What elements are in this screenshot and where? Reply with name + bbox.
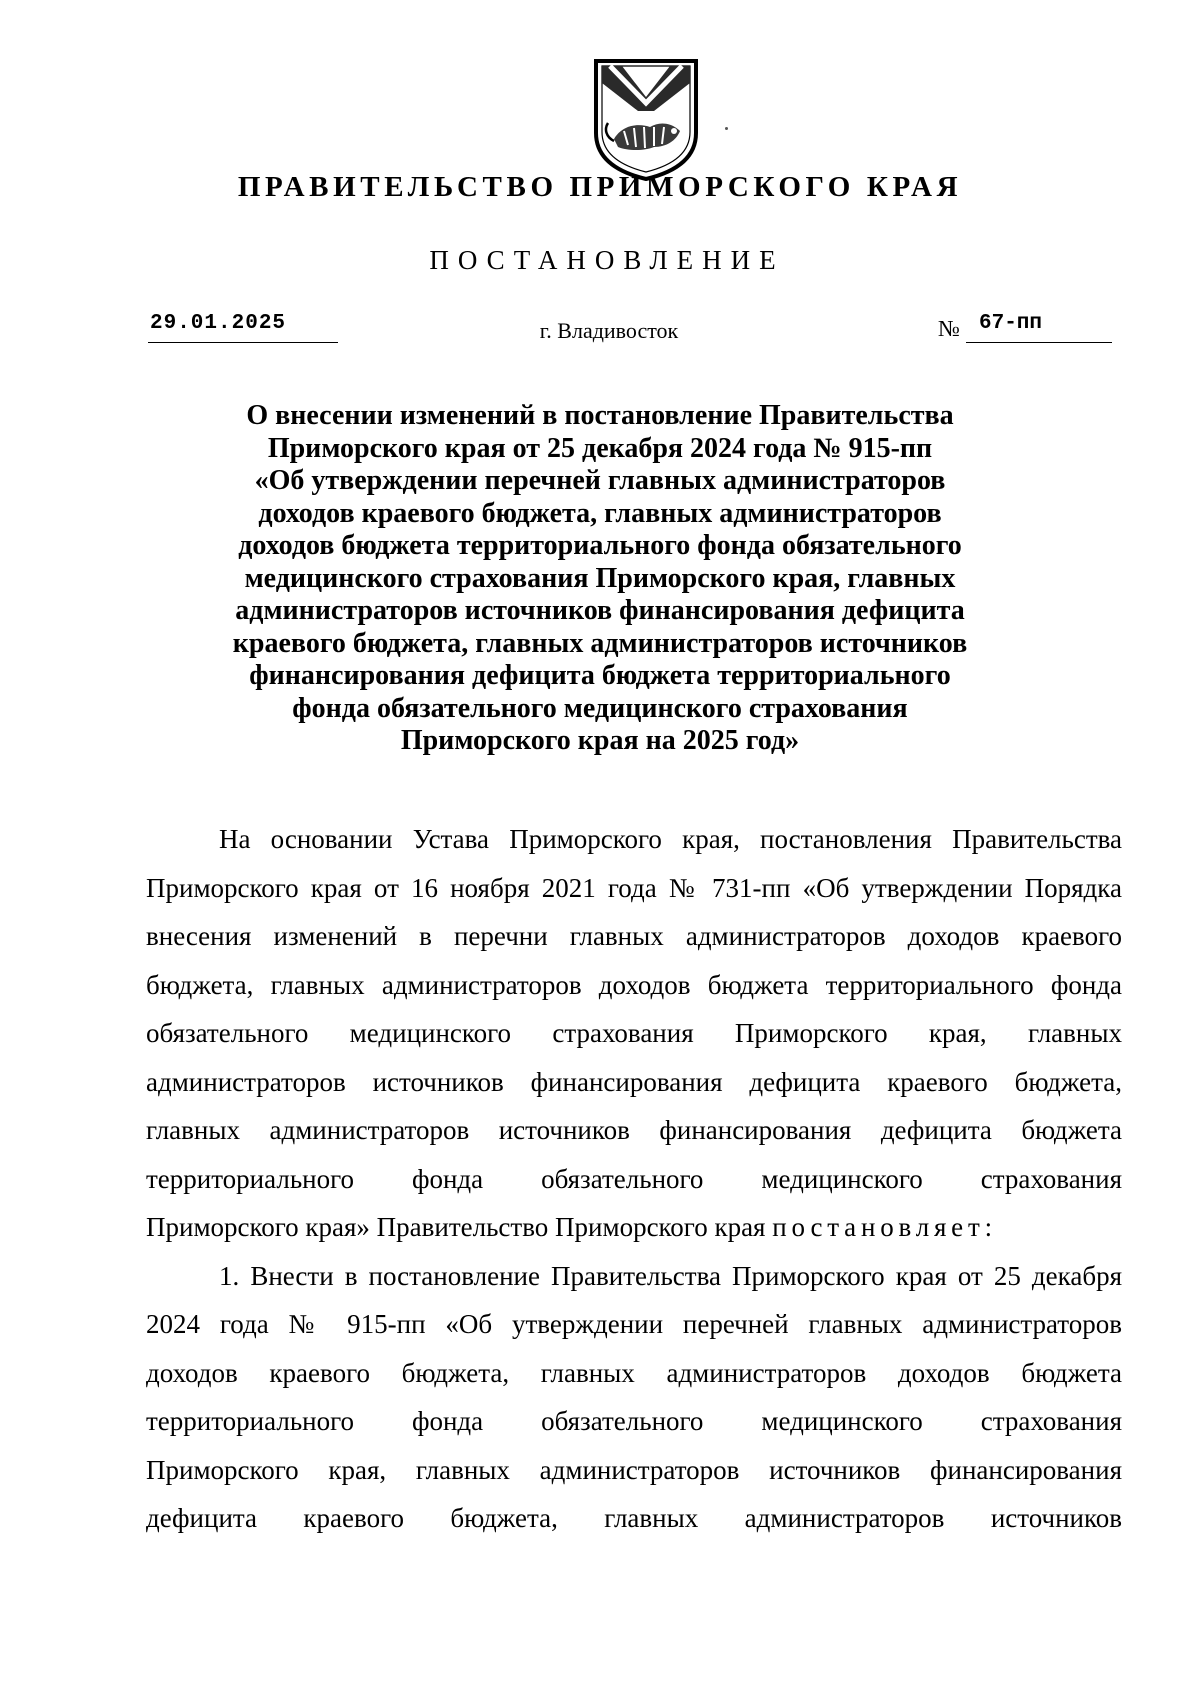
heading-line: доходов краевого бюджета, главных администраторов	[258, 497, 942, 529]
resolves-word: постановляет:	[772, 1212, 997, 1242]
body-line: территориального фонда обязательного медицинского страхования	[146, 1163, 1122, 1194]
document-meta-row	[0, 312, 1200, 352]
heading-line: «Об утверждении перечней главных администраторов	[254, 465, 946, 496]
document-date: 29.01.2025	[150, 312, 287, 335]
body-line: администраторов источников финансирования дефицита краевого бюджета,	[146, 1066, 1122, 1097]
body-line: дефицита краевого бюджета, главных администраторов источников	[146, 1503, 1122, 1533]
document-heading	[0, 400, 1200, 758]
body-line: доходов краевого бюджета, главных администраторов доходов бюджета	[146, 1357, 1122, 1388]
heading-line: доходов бюджета территориального фонда обязательного	[238, 530, 962, 561]
document-city: г. Владивосток	[539, 318, 679, 343]
heading-line: фонда обязательного медицинского страхования	[292, 692, 908, 724]
body-line: Приморского края, главных администраторов источников финансирования	[146, 1454, 1122, 1485]
scan-speck	[725, 127, 728, 130]
body-line: На основании Устава Приморского края, постановления Правительства	[219, 824, 1122, 854]
heading-line: финансирования дефицита бюджета территориального	[249, 660, 951, 691]
body-line: Приморского края от 16 ноября 2021 года № 731-пп «Об утверждении Порядка	[146, 872, 1122, 903]
heading-line: краевого бюджета, главных администраторов источников	[232, 627, 968, 659]
government-title: ПРАВИТЕЛЬСТВО ПРИМОРСКОГО КРАЯ	[237, 171, 963, 203]
body-line-text: Приморского края» Правительство Приморского края	[146, 1212, 766, 1242]
heading-line: администраторов источников финансирования дефицита	[235, 595, 965, 626]
heading-line: медицинского страхования Приморского края, главных	[244, 562, 956, 594]
coat-of-arms-emblem	[588, 55, 704, 185]
document-body	[146, 815, 1122, 1543]
body-line: территориального фонда обязательного медицинского страхования	[146, 1406, 1122, 1436]
body-line: обязательного медицинского страхования Приморского края, главных	[146, 1018, 1122, 1048]
body-line: 1. Внести в постановление Правительства Приморского края от 25 декабря	[219, 1260, 1122, 1291]
document-type: ПОСТАНОВЛЕНИЕ	[429, 245, 785, 275]
heading-line: О внесении изменений в постановление Правительства	[246, 400, 954, 431]
heading-line: Приморского края от 25 декабря 2024 года № 915-пп	[267, 432, 933, 464]
body-line: 2024 года № 915-пп «Об утверждении перечней главных администраторов	[146, 1309, 1122, 1339]
number-field	[966, 312, 1112, 343]
heading-line: Приморского края на 2025 год»	[400, 725, 800, 756]
number-sign: №	[938, 316, 960, 341]
body-line: бюджета, главных администраторов доходов бюджета территориального фонда	[146, 969, 1122, 1000]
body-line: внесения изменений в перечни главных администраторов доходов краевого	[146, 921, 1122, 951]
body-line	[146, 1203, 1122, 1252]
body-line: главных администраторов источников финансирования дефицита бюджета	[146, 1115, 1122, 1145]
document-number: 67-пп	[979, 312, 1043, 335]
